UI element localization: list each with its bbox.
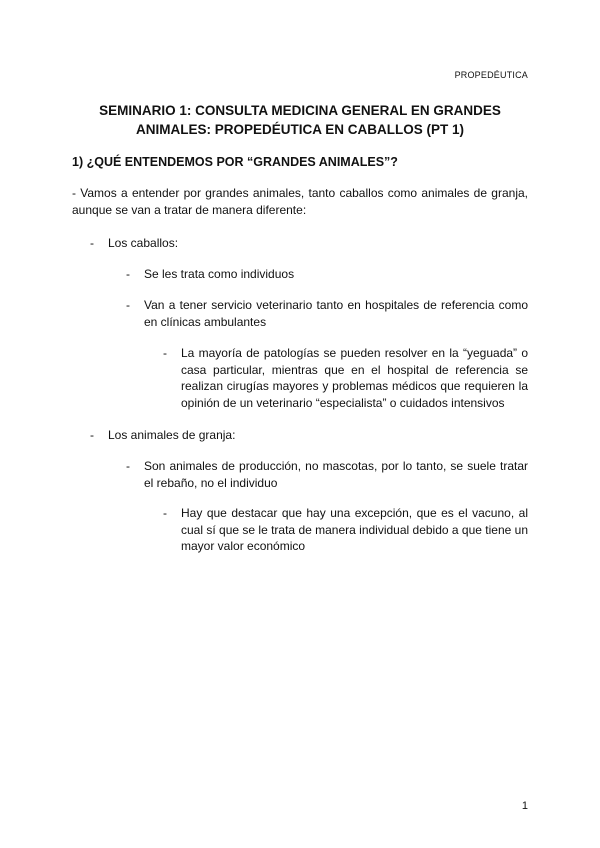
- section-heading: 1) ¿QUÉ ENTENDEMOS POR “GRANDES ANIMALES”?: [72, 155, 398, 169]
- intro-paragraph: - Vamos a entender por grandes animales, tanto caballos como animales de granja, aunque se van a tratar de manera diferente:: [72, 186, 528, 217]
- bullet-dash: -: [90, 428, 94, 442]
- list-item-granja: [90, 427, 528, 444]
- list-item-caballos-servicio: [126, 297, 528, 330]
- list-item-granja-produccion: [126, 458, 528, 491]
- title-line-2: ANIMALES: PROPEDÉUTICA EN CABALLOS (PT 1): [135, 122, 464, 137]
- list-item-text: Se les trata como individuos: [144, 267, 295, 281]
- bullet-dash: -: [126, 298, 130, 312]
- list-item-label: Los animales de granja:: [108, 428, 236, 442]
- bullet-dash: -: [163, 506, 167, 520]
- list-item-label: Los caballos:: [108, 236, 179, 250]
- list-item-text: Son animales de producción, no mascotas, por lo tanto, se suele tratar el rebaño, no el individuo: [144, 459, 528, 490]
- list-item-text: Van a tener servicio veterinario tanto en hospitales de referencia como en clínicas ambulantes: [144, 298, 528, 329]
- page-number: 1: [521, 800, 528, 812]
- bullet-dash: -: [126, 459, 130, 473]
- title-line-1: SEMINARIO 1: CONSULTA MEDICINA GENERAL EN GRANDES: [99, 103, 501, 118]
- list-item-caballos-patologias: [163, 345, 528, 411]
- list-item-text: La mayoría de patologías se pueden resolver en la “yeguada” o casa particular, mientras que en el hospital de referencia se realizan cirugías mayores y problemas médicos que requieren la opinión de un veterinario “especialista” o cuidados intensivos: [181, 346, 528, 410]
- bullet-dash: -: [163, 346, 167, 360]
- list-item-granja-vacuno: [163, 505, 528, 555]
- running-header: PROPEDÉUTICA: [454, 70, 528, 80]
- list-item-caballos: [90, 235, 528, 252]
- list-item-caballos-individuos: [126, 266, 528, 283]
- document-title: [72, 101, 528, 139]
- bullet-dash: -: [90, 236, 94, 250]
- list-item-text: Hay que destacar que hay una excepción, que es el vacuno, al cual sí que se le trata de manera individual debido a que tiene un mayor valor económico: [181, 506, 528, 553]
- bullet-dash: -: [126, 267, 130, 281]
